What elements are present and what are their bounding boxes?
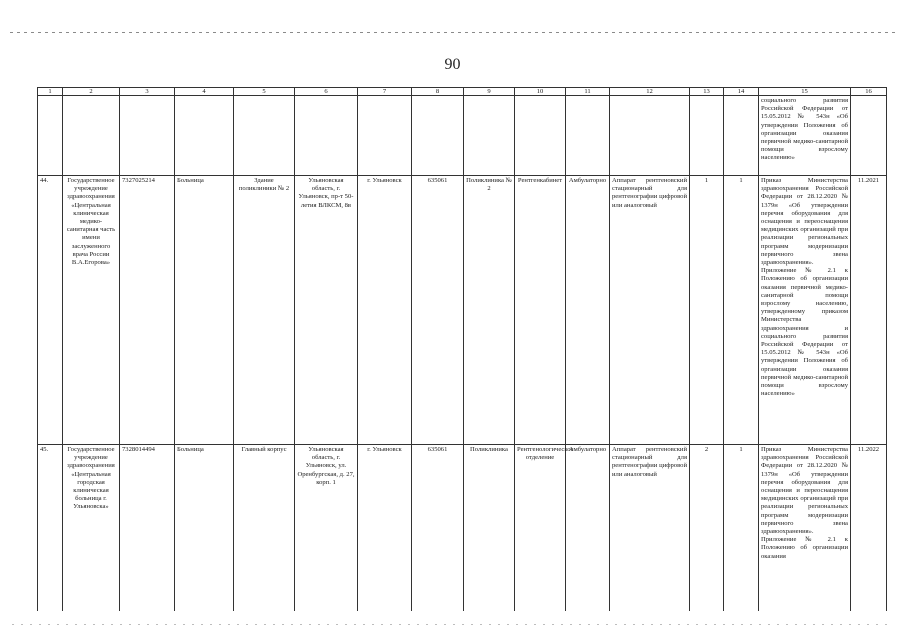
building-name: Главный корпус xyxy=(234,445,295,612)
quantity-col14: 1 xyxy=(724,176,759,445)
table-row xyxy=(38,445,887,612)
page-number: 90 xyxy=(444,56,461,73)
address: Ульяновская область, г. Ульяновск, ул. Оренбургская, д. 27, корп. 1 xyxy=(295,445,358,612)
column-header: 9 xyxy=(464,88,515,96)
oktmo-code: 635061 xyxy=(412,176,464,445)
column-header: 10 xyxy=(515,88,566,96)
quantity-col13: 1 xyxy=(690,176,724,445)
organization-name: Государственное учреждение здравоохранения «Центральная городская клиническая больница г. Ульяновска» xyxy=(63,445,120,612)
column-header: 6 xyxy=(295,88,358,96)
column-header: 5 xyxy=(234,88,295,96)
equipment-register-table xyxy=(37,87,887,611)
building-name: Здание поликлиники № 2 xyxy=(234,176,295,445)
column-header: 4 xyxy=(175,88,234,96)
column-header: 1 xyxy=(38,88,63,96)
delivery-date: 11.2022 xyxy=(851,445,887,612)
continuation-row xyxy=(38,96,887,176)
column-header: 12 xyxy=(610,88,690,96)
column-header: 14 xyxy=(724,88,759,96)
equipment-name: Аппарат рентгеновский стационарный для рентгенографии цифровой или аналоговый xyxy=(610,176,690,445)
care-mode: Амбулаторно xyxy=(566,445,610,612)
equipment-name: Аппарат рентгеновский стационарный для рентгенографии цифровой или аналоговый xyxy=(610,445,690,612)
city: г. Ульяновск xyxy=(358,176,412,445)
facility-type: Больница xyxy=(175,176,234,445)
department: Рентгенкабинет xyxy=(515,176,566,445)
row-number: 44. xyxy=(38,176,63,445)
delivery-date: 11.2021 xyxy=(851,176,887,445)
column-header: 15 xyxy=(759,88,851,96)
legal-basis-cell: социального развития Российской Федерации от 15.05.2012 № 543н «Об утверждении Положения об организации оказания первичной медико-санитарной помощи взрослому населению» xyxy=(759,96,851,176)
column-header: 13 xyxy=(690,88,724,96)
row-number: 45. xyxy=(38,445,63,612)
subdivision: Поликлиника xyxy=(464,445,515,612)
column-header: 8 xyxy=(412,88,464,96)
scan-edge-mark xyxy=(10,32,898,33)
table-row xyxy=(38,176,887,445)
legal-basis-cell: Приказ Министерства здравоохранения Российской Федерации от 28.12.2020 № 1379н «Об утверждении перечня оборудования для оснащения и переоснащения медицинских организаций при реализации региональных программ модернизации первичного звена здравоохранения». Приложение № 2.1 к Положению об организации оказания первичной медико-санитарной помощи взрослому населению, утвержденному приказом Министерства здравоохранения и социального развития Российской Федерации от 15.05.2012 № 543н «Об утверждении Положения об организации оказания первичной медико-санитарной помощи взрослому населению» xyxy=(759,176,851,445)
city: г. Ульяновск xyxy=(358,445,412,612)
column-header: 2 xyxy=(63,88,120,96)
department: Рентгенологическое отделение xyxy=(515,445,566,612)
column-number-row xyxy=(38,88,887,96)
facility-type: Больница xyxy=(175,445,234,612)
inn-value: 7328014494 xyxy=(120,445,175,612)
subdivision: Поликлиника № 2 xyxy=(464,176,515,445)
column-header: 11 xyxy=(566,88,610,96)
quantity-col13: 2 xyxy=(690,445,724,612)
column-header: 3 xyxy=(120,88,175,96)
inn-value: 7327025214 xyxy=(120,176,175,445)
address: Ульяновская область, г. Ульяновск, пр-т 50-летия ВЛКСМ, 8в xyxy=(295,176,358,445)
scan-edge-mark-bottom xyxy=(12,624,892,625)
quantity-col14: 1 xyxy=(724,445,759,612)
column-header: 16 xyxy=(851,88,887,96)
organization-name: Государственное учреждение здравоохранения «Центральная клиническая медико-санитарная часть имени заслуженного врача России В.А.Егорова» xyxy=(63,176,120,445)
care-mode: Амбулаторно xyxy=(566,176,610,445)
column-header: 7 xyxy=(358,88,412,96)
oktmo-code: 635061 xyxy=(412,445,464,612)
legal-basis-cell: Приказ Министерства здравоохранения Российской Федерации от 28.12.2020 № 1379н «Об утверждении перечня оборудования для оснащения и переоснащения медицинских организаций при реализации региональных программ модернизации первичного звена здравоохранения». Приложение № 2.1 к Положению об организации оказания xyxy=(759,445,851,612)
